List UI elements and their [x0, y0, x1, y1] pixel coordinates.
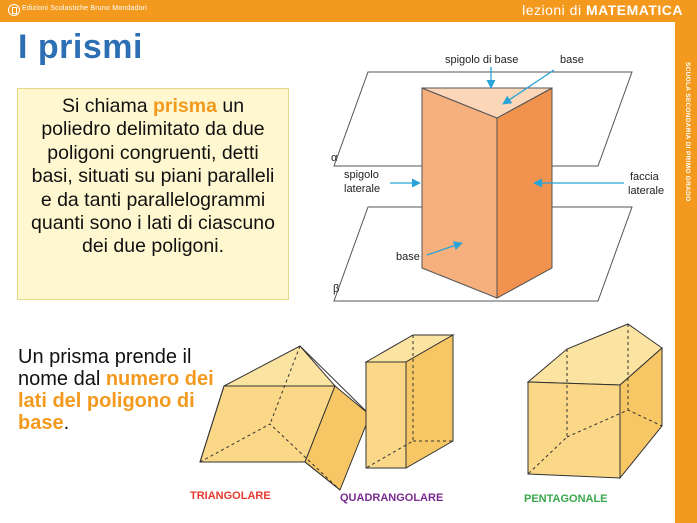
label-beta: β	[333, 283, 340, 295]
label-face-2: laterale	[628, 185, 665, 197]
naming-text-1: Un prisma prende il nome dal	[18, 346, 192, 390]
label-alpha: α	[331, 152, 338, 164]
series-subject: MATEMATICA	[585, 2, 683, 18]
label-quadrangular: QUADRANGOLARE	[340, 492, 444, 504]
page-title: I prismi	[18, 28, 143, 66]
label-triangular: TRIANGOLARE	[190, 490, 271, 502]
lateral-face-left	[422, 88, 497, 298]
label-base-edge: spigolo di base	[445, 54, 519, 66]
naming-text-2: .	[63, 412, 70, 434]
pentagonal-prism	[528, 324, 662, 478]
quadrangular-prism	[366, 335, 453, 468]
label-lateral-edge-2: laterale	[344, 183, 381, 195]
label-base-bottom: base	[396, 251, 420, 263]
label-pentagonal: PENTAGONALE	[524, 493, 608, 505]
definition-text-1: Si chiama	[61, 95, 153, 117]
triangular-prism	[200, 346, 370, 490]
school-level-text: SCUOLA SECONDARIA DI PRIMO GRADO	[684, 62, 691, 202]
series-prefix: lezioni di	[522, 2, 582, 18]
label-lateral-edge-1: spigolo	[344, 169, 379, 181]
publisher-name: Edizioni Scolastiche Bruno Mondadori	[22, 5, 148, 12]
main-prism-figure	[331, 54, 664, 301]
naming-highlight: numero dei lati del poligono di base	[18, 368, 214, 434]
lateral-face-right	[497, 88, 552, 298]
definition-text-2: un poliedro delimitato da due poligoni congruenti, detti basi, situati su piani paralleli e da tanti parallelogrammi quanti sono i lati di ciascuno dei due poligoni.	[31, 95, 275, 258]
label-face-1: faccia	[630, 171, 659, 183]
definition-highlight: prisma	[152, 95, 217, 117]
label-base-top: base	[560, 54, 584, 66]
